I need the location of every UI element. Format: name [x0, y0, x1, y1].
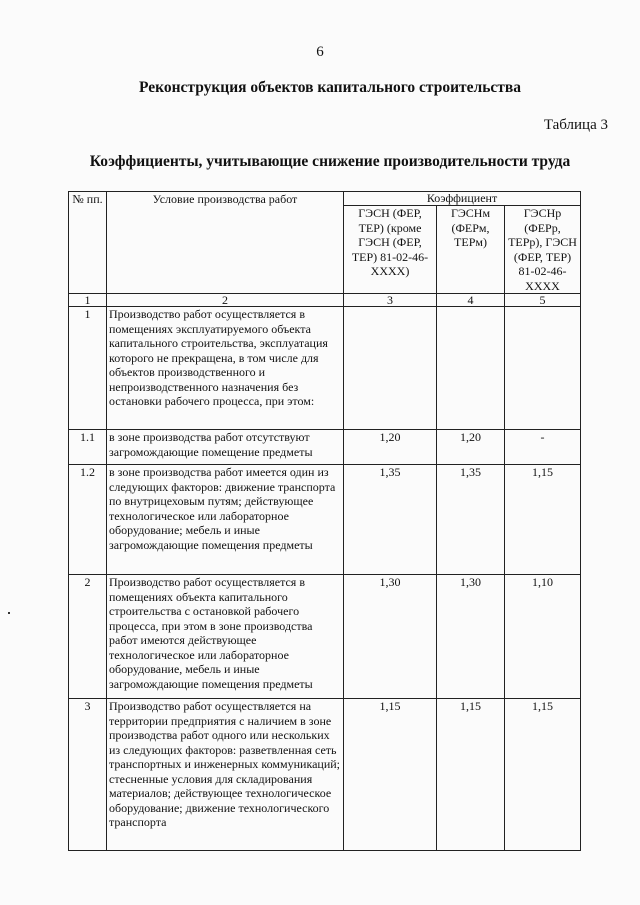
coefficient-table	[68, 191, 581, 851]
table-label: Таблица 3	[543, 117, 608, 133]
table-row	[69, 430, 581, 465]
table-row	[69, 307, 581, 430]
index-cell: 4	[437, 294, 505, 307]
row-coef-gesnm: 1,35	[437, 465, 505, 575]
row-num: 3	[69, 699, 107, 851]
index-cell: 5	[505, 294, 581, 307]
header-col5: ГЭСНр (ФЕРр, ТЕРр), ГЭСН (ФЕР, ТЕР) 81-02-46-XXXX	[505, 206, 581, 294]
row-coef-gesn: 1,20	[344, 430, 437, 465]
row-coef-gesnm	[437, 307, 505, 430]
table-row	[69, 465, 581, 575]
index-cell: 3	[344, 294, 437, 307]
row-coef-gesnm: 1,20	[437, 430, 505, 465]
header-condition: Условие производства работ	[107, 192, 344, 294]
row-coef-gesnm: 1,15	[437, 699, 505, 851]
index-row	[69, 294, 581, 307]
row-condition: Производство работ осуществляется в помещениях объекта капитального строительства с остановкой рабочего процесса, при этом в зоне производства работ имеются действующее технологическое или лабораторное оборудование, мебель и иные загромождающие помещения предметы	[107, 575, 344, 699]
page-number: 6	[316, 44, 324, 60]
table-row	[69, 699, 581, 851]
header-num: № пп.	[69, 192, 107, 294]
row-coef-gesnr: 1,15	[505, 465, 581, 575]
row-coef-gesn: 1,35	[344, 465, 437, 575]
row-coef-gesn: 1,30	[344, 575, 437, 699]
row-num: 1.1	[69, 430, 107, 465]
row-coef-gesnm: 1,30	[437, 575, 505, 699]
header-col4: ГЭСНм (ФЕРм, ТЕРм)	[437, 206, 505, 294]
row-num: 2	[69, 575, 107, 699]
index-cell: 1	[69, 294, 107, 307]
row-coef-gesnr	[505, 307, 581, 430]
header-coefficient: Коэффициент	[344, 192, 581, 206]
index-cell: 2	[107, 294, 344, 307]
row-condition: Производство работ осуществляется в помещениях эксплуатируемого объекта капитального строительства, эксплуатация которого не прекращена, в том числе для объектов производственного и непроизводственного назначения без остановки рабочего процесса, при этом:	[107, 307, 344, 430]
header-col3: ГЭСН (ФЕР, ТЕР) (кроме ГЭСН (ФЕР, ТЕР) 81-02-46-XXXX)	[344, 206, 437, 294]
row-condition: Производство работ осуществляется на территории предприятия с наличием в зоне производства работ одного или нескольких из следующих факторов: разветвленная сеть транспортных и инженерных коммуникаций; стесненные условия для складирования материалов; действующее технологическое оборудование; движение технологического транспорта	[107, 699, 344, 851]
row-num: 1	[69, 307, 107, 430]
row-coef-gesn	[344, 307, 437, 430]
document-title: Реконструкция объектов капитального строительства	[138, 79, 522, 96]
scan-speck	[8, 612, 10, 614]
row-coef-gesnr: 1,15	[505, 699, 581, 851]
row-coef-gesnr: 1,10	[505, 575, 581, 699]
table-title: Коэффициенты, учитывающие снижение производительности труда	[89, 153, 571, 170]
row-condition: в зоне производства работ имеется один из следующих факторов: движение транспорта по внутрицеховым путям; действующее технологическое или лабораторное оборудование; мебель и иные загромождающие помещения предметы	[107, 465, 344, 575]
row-coef-gesnr: -	[505, 430, 581, 465]
row-condition: в зоне производства работ отсутствуют загромождающие помещение предметы	[107, 430, 344, 465]
row-num: 1.2	[69, 465, 107, 575]
table-row	[69, 575, 581, 699]
row-coef-gesn: 1,15	[344, 699, 437, 851]
